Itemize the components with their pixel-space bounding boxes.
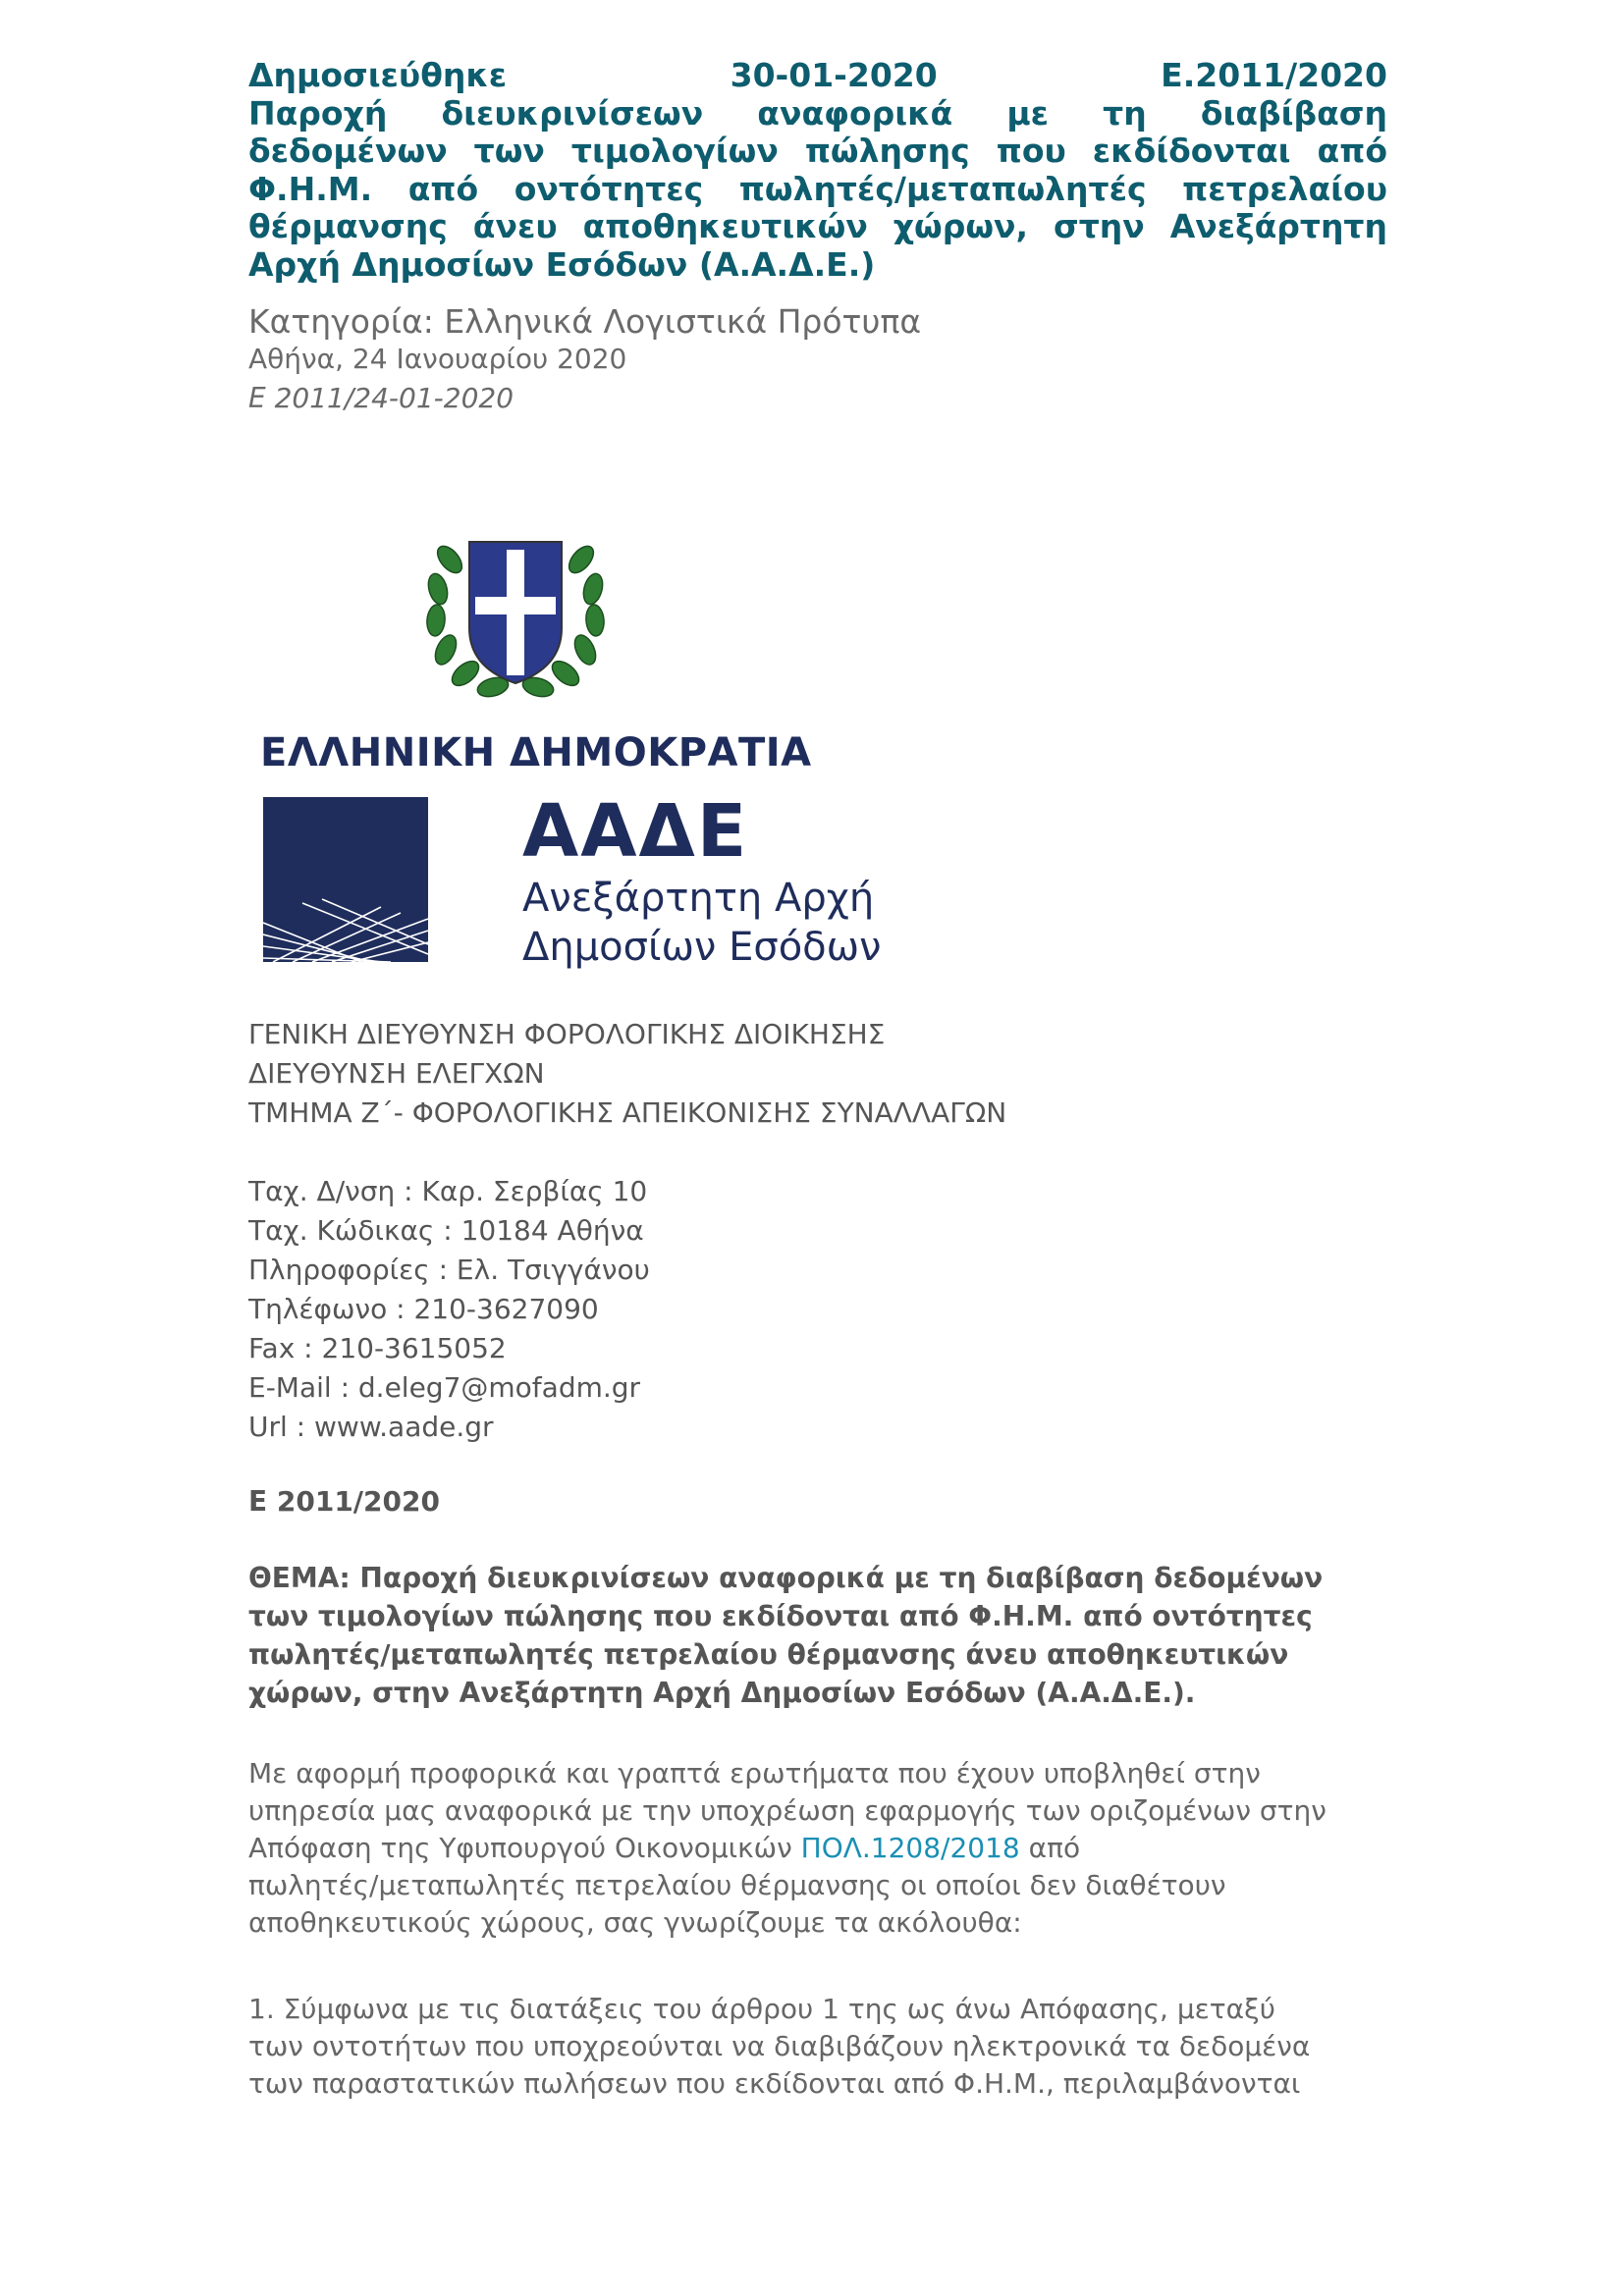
paragraph-text: από — [1019, 1832, 1081, 1864]
paragraph-line: των παραστατικών πωλήσεων που εκδίδονται από Φ.Η.Μ., περιλαμβάνονται — [248, 2067, 1301, 2100]
department-line: ΤΜΗΜΑ Ζ΄- ΦΟΡΟΛΟΓΙΚΗΣ ΑΠΕΙΚΟΝΙΣΗΣ ΣΥΝΑΛΛΑΓΩΝ — [248, 1096, 1007, 1129]
departments-block — [248, 1015, 1006, 1133]
publication-row — [248, 57, 1387, 95]
hellenic-coat-of-arms-icon — [422, 520, 609, 702]
contact-fax: Fax : 210-3615052 — [248, 1332, 507, 1364]
subject-line: ΘΕΜΑ: Παροχή διευκρινίσεων αναφορικά με τη διαβίβαση δεδομένων — [248, 1562, 1324, 1594]
paragraph-line: των οντοτήτων που υποχρεούνται να διαβιβάζουν ηλεκτρονικά τα δεδομένα — [248, 2030, 1311, 2062]
subject-block — [248, 1559, 1387, 1712]
department-line: ΔΙΕΥΘΥΝΣΗ ΕΛΕΓΧΩΝ — [248, 1057, 545, 1090]
contact-phone: Τηλέφωνο : 210-3627090 — [248, 1293, 599, 1325]
point-1-paragraph — [248, 1991, 1387, 2103]
paragraph-line: Με αφορμή προφορικά και γραπτά ερωτήματα που έχουν υποβληθεί στην — [248, 1757, 1261, 1789]
paragraph-line: 1. Σύμφωνα με τις διατάξεις του άρθρου 1 της ως άνω Απόφασης, μεταξύ — [248, 1993, 1275, 2025]
title-line: Παροχή διευκρινίσεων αναφορικά με τη διαβίβαση — [248, 93, 1387, 133]
aade-subtitle-line1: Ανεξάρτητη Αρχή — [522, 876, 875, 921]
category-label: Κατηγορία: Ελληνικά Λογιστικά Πρότυπα — [248, 302, 922, 341]
contact-block — [248, 1172, 650, 1447]
contact-url: Url : www.aade.gr — [248, 1411, 494, 1443]
reference-number: Ε 2011/24-01-2020 — [248, 382, 514, 414]
published-label: Δημοσιεύθηκε — [248, 56, 508, 94]
paragraph-line: υπηρεσία μας αναφορικά με την υποχρέωση εφαρμογής των οριζομένων στην — [248, 1794, 1326, 1827]
contact-address: Ταχ. Δ/νση : Καρ. Σερβίας 10 — [248, 1175, 648, 1207]
contact-postcode: Ταχ. Κώδικας : 10184 Αθήνα — [248, 1214, 644, 1247]
contact-info-person: Πληροφορίες : Ελ. Τσιγγάνου — [248, 1254, 650, 1286]
title-line: Αρχή Δημοσίων Εσόδων (Α.Α.Δ.Ε.) — [248, 244, 876, 284]
contact-email: E-Mail : d.eleg7@mofadm.gr — [248, 1371, 641, 1404]
department-line: ΓΕΝΙΚΗ ΔΙΕΥΘΥΝΣΗ ΦΟΡΟΛΟΓΙΚΗΣ ΔΙΟΙΚΗΣΗΣ — [248, 1018, 886, 1050]
republic-label: ΕΛΛΗΝΙΚΗ ΔΗΜΟΚΡΑΤΙΑ — [260, 730, 812, 775]
subject-line: χώρων, στην Ανεξάρτητη Αρχή Δημοσίων Εσόδων (Α.Α.Δ.Ε.). — [248, 1677, 1196, 1709]
intro-paragraph — [248, 1755, 1387, 1942]
city-date: Αθήνα, 24 Ιανουαρίου 2020 — [248, 343, 627, 375]
subject-line: πωλητές/μεταπωλητές πετρελαίου θέρμανσης άνευ αποθηκευτικών — [248, 1638, 1289, 1671]
aade-subtitle-line2: Δημοσίων Εσόδων — [522, 925, 882, 970]
document-code: Ε.2011/2020 — [1161, 56, 1387, 94]
published-date: 30-01-2020 — [730, 56, 938, 94]
title-line: Φ.Η.Μ. από οντότητες πωλητές/μεταπωλητές πετρελαίου — [248, 169, 1387, 208]
paragraph-line: αποθηκευτικούς χώρους, σας γνωρίζουμε τα ακόλουθα: — [248, 1906, 1022, 1939]
document-number: Ε 2011/2020 — [248, 1485, 440, 1518]
paragraph-line: πωλητές/μεταπωλητές πετρελαίου θέρμανσης οι οποίοι δεν διαθέτουν — [248, 1869, 1226, 1901]
paragraph-line — [248, 1830, 1387, 1867]
pol-1208-2018-link[interactable]: ΠΟΛ.1208/2018 — [800, 1832, 1020, 1864]
aade-logo-icon — [263, 797, 428, 962]
paragraph-text: Απόφαση της Υφυπουργού Οικονομικών — [248, 1832, 801, 1864]
subject-line: των τιμολογίων πώλησης που εκδίδονται από Φ.Η.Μ. από οντότητες — [248, 1600, 1313, 1632]
document-header — [248, 57, 1387, 284]
aade-title: ΑΑΔΕ — [522, 789, 749, 874]
title-line: δεδομένων των τιμολογίων πώλησης που εκδίδονται από — [248, 132, 1387, 170]
title-line: θέρμανσης άνευ αποθηκευτικών χώρων, στην Ανεξάρτητη — [248, 207, 1387, 245]
